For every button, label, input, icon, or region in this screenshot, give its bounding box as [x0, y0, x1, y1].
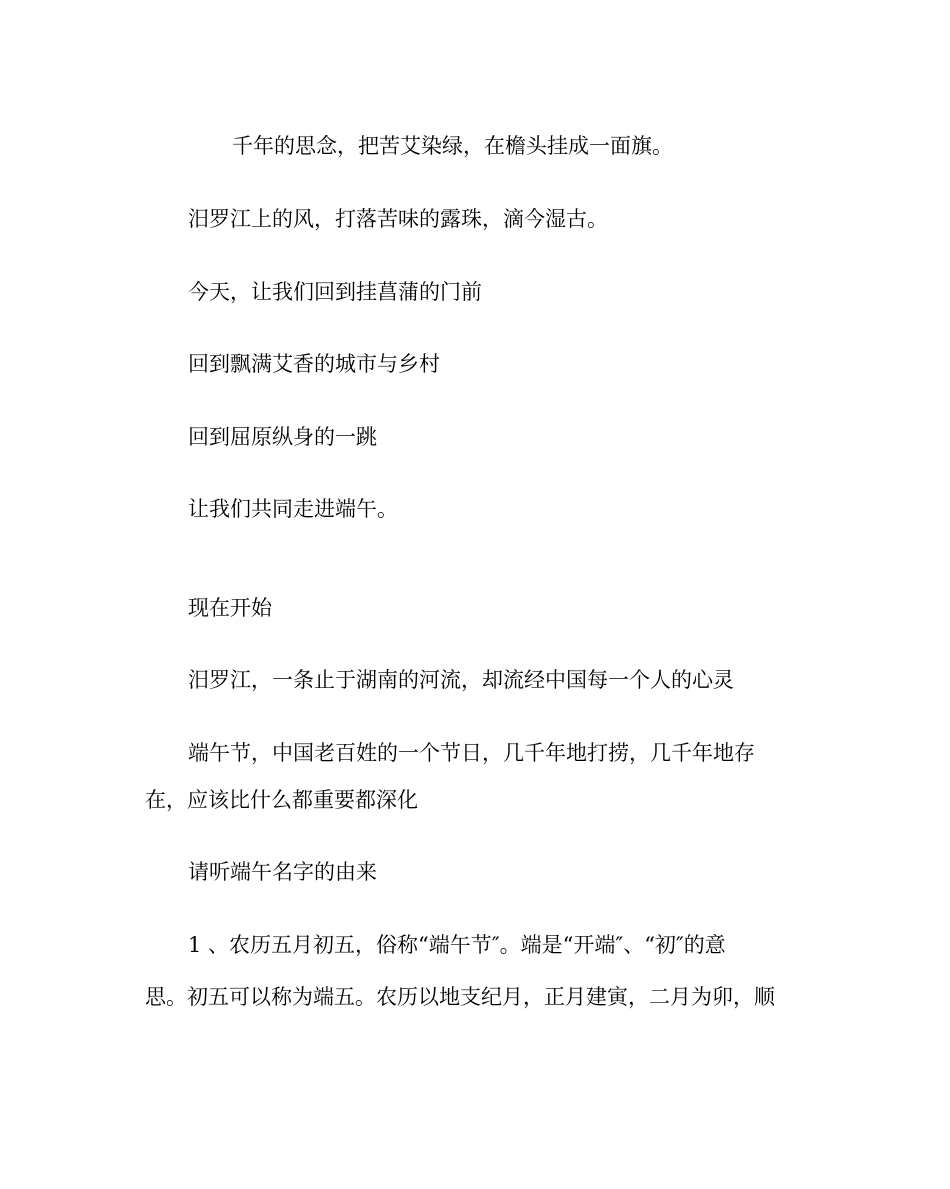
poem-line-1: 千年的思念，把苦艾染绿，在檐头挂成一面旗。 — [232, 134, 673, 158]
poem-line-3: 今天，让我们回到挂菖蒲的门前 — [188, 280, 482, 304]
poem-line-5: 回到屈原纵身的一跳 — [188, 425, 377, 449]
paragraph-line: 思。初五可以称为端五。农历以地支纪月，正月建寅，二月为卯，顺 — [145, 985, 775, 1009]
paragraph-line: 1 、农历五月初五，俗称“端午节″。端是“开端″、“初″的意 — [188, 933, 726, 957]
poem-line-4: 回到飘满艾香的城市与乡村 — [188, 352, 440, 376]
paragraph-line: 请听端午名字的由来 — [188, 860, 377, 884]
poem-line-6: 让我们共同走进端午。 — [188, 497, 398, 521]
paragraph-line: 在，应该比什么都重要都深化 — [145, 788, 418, 812]
paragraph-line: 端午节，中国老百姓的一个节日，几千年地打捞，几千年地存 — [188, 741, 755, 765]
poem-line-2: 汨罗江上的风，打落苦味的露珠，滴今湿古。 — [188, 207, 608, 231]
section-heading: 现在开始 — [188, 596, 272, 620]
paragraph-line: 汨罗江，一条止于湖南的河流，却流经中国每一个人的心灵 — [188, 668, 734, 692]
